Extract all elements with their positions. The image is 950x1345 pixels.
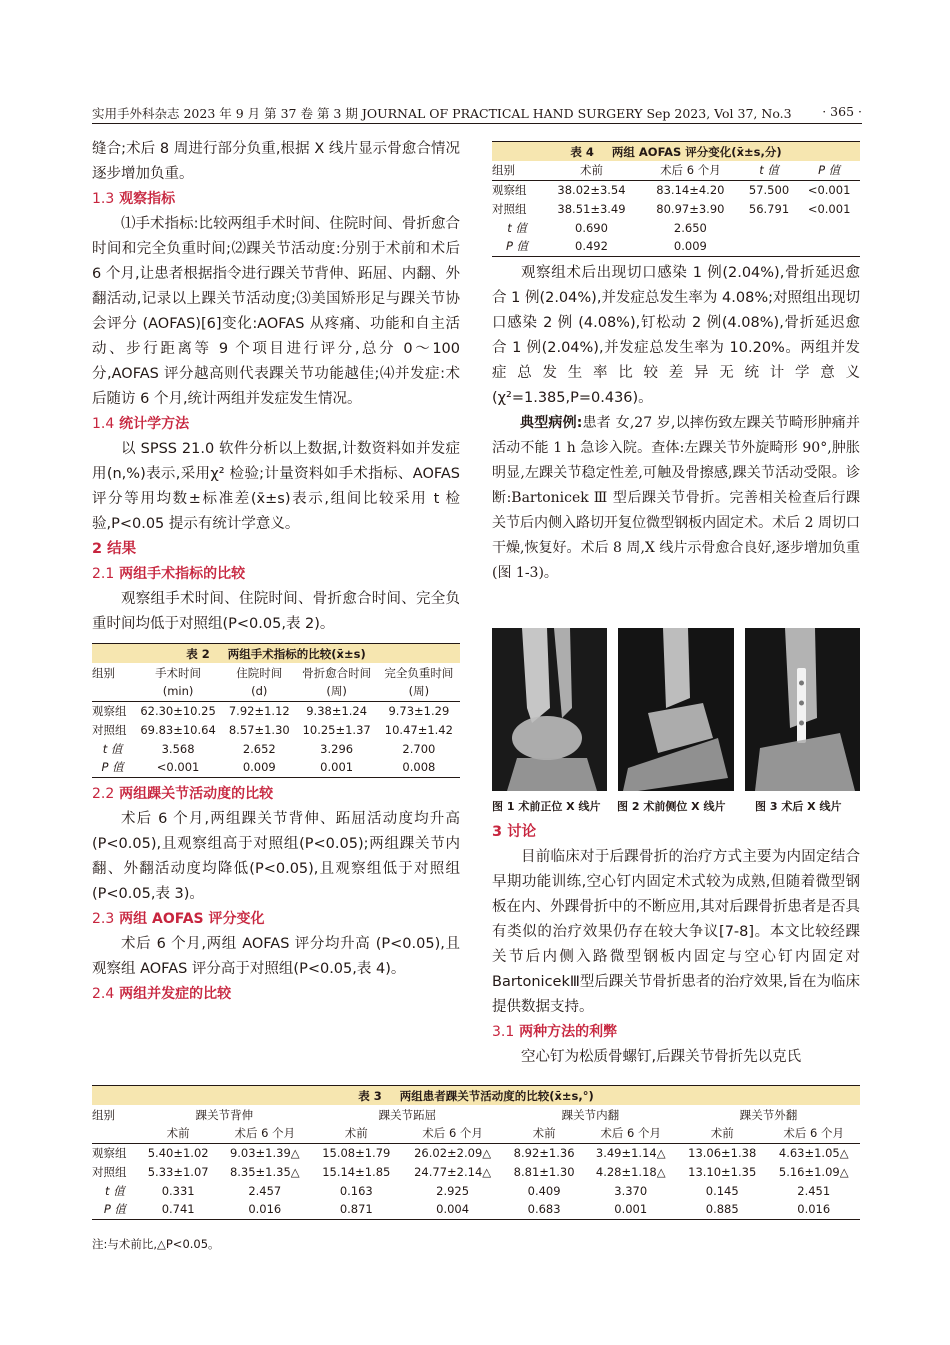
paragraph: 术后 6 个月,两组踝关节背伸、跖屈活动度均升高(P<0.05),且观察组高于对照组(P<0.05);两组踝关节内翻、外翻活动度均降低(P<0.05),且观察组低于对照组(P<0.05,表 3)。 [92, 810, 460, 902]
table-4: 表 4 两组 AOFAS 评分变化(x̄±s,分) 组别 术前 术后 6 个月 t 值 P 值 观察组 38.02±3.54 83.14±4.20 57.500 <0.001 对照组 38.51±3.49 80.97±3.90 56.791 <0.001 t 值 0.690 2.650 P 值 0.492 0.009 [492, 141, 860, 257]
table-2: 表 2 两组手术指标的比较(x̄±s) 组别 手术时间 住院时间 骨折愈合时间 完全负重时间 (min) (d) (周) (周) 观察组 62.30±10.25 7.92±1.12 9.38±1.24 9.73±1.29 对照组 69.83±10.64 8.57±1.30 10.25±1.37 10.47±1.42 t 值 3.568 2.652 3.296 2.700 P 值 <0.001 0.009 0.001 0.008 [92, 643, 460, 778]
figure-1-xray-ap [492, 628, 607, 791]
case-paragraph: 典型病例:患者 女,27 岁,以摔伤致左踝关节畸形肿痛并活动不能 1 h 急诊入院。查体:左踝关节外旋畸形 90°,肿胀明显,左踝关节稳定性差,可触及骨擦感,踝关节活动受限。诊断:Bartonicek Ⅲ 型后踝关节骨折。完善相关检查后行踝关节后内侧入路切开复位微型钢板内固定术。术后 2 周切口干燥,恢复好。术后 8 周,X 线片示骨愈合良好,逐步增加负重(图 1-3)。 [492, 414, 860, 581]
paragraph: 空心钉为松质骨螺钉,后踝关节骨折先以克氏 [521, 1049, 802, 1065]
table-row: 观察组 38.02±3.54 83.14±4.20 57.500 <0.001 [492, 182, 851, 197]
section-heading-1-3: 1.3 观察指标 [92, 191, 176, 207]
figure-2-caption: 图 2 术前侧位 X 线片 [617, 800, 726, 813]
paragraph: 术后 6 个月,两组 AOFAS 评分均升高 (P<0.05),且观察组 AOFAS 评分高于对照组(P<0.05,表 4)。 [92, 935, 460, 977]
paragraph: 观察组手术时间、住院时间、骨折愈合时间、完全负重时间均低于对照组(P<0.05,表 2)。 [92, 591, 460, 632]
figure-1-caption: 图 1 术前正位 X 线片 [492, 800, 601, 813]
table-caption: 表 3 两组患者踝关节活动度的比较(x̄±s,°) [92, 1085, 860, 1105]
table-3-note: 注:与术前比,△P<0.05。 [92, 1237, 220, 1251]
section-heading-2-4: 2.4 两组并发症的比较 [92, 985, 232, 1002]
table-row: 对照组 69.83±10.64 8.57±1.30 10.25±1.37 10.47±1.42 [92, 722, 453, 737]
right-column-lower [492, 820, 860, 1070]
paragraph: 目前临床对于后踝骨折的治疗方式主要为内固定结合早期功能训练,空心钉内固定术式较为成熟,但随着微型钢板在内、外踝骨折中的不断应用,其对后踝骨折患者是否具有类似的治疗效果仍存在较大争议[7-8]。本文比较经踝关节后内侧入路微型钢板内固定与空心钉内固定对 BartonicekⅢ型后踝关节骨折患者的治疗效果,旨在为临床提供数据支持。 [492, 849, 860, 1015]
table-row: P 值 0.741 0.016 0.871 0.004 0.683 0.001 0.885 0.016 [92, 1200, 860, 1219]
section-heading-3: 3 讨论 [492, 824, 537, 840]
table-row: 对照组 38.51±3.49 80.97±3.90 56.791 <0.001 [492, 201, 851, 216]
section-heading-2: 2 结果 [92, 541, 137, 557]
table-3: 表 3 两组患者踝关节活动度的比较(x̄±s,°) 组别 踝关节背伸 踝关节跖屈 踝关节内翻 踝关节外翻 术前 术后 6 个月 术前 术后 6 个月 术前 术后 6 个月 术前 术后 6 个月 观察组 5.40±1.02 9.03±1.39△ 15.08±1.79 26.02±2.09△ 8.92±1.36 3.49±1.14△ 13.06±1.38 4.63±1.05△ 对照组 5.33±1.07 8.35±1.35△ 15.14±1.85 24.77±2.14△ 8.81±1.30 4.28±1.18△ 13.10±1.35 5.16±1.09△ t 值 0.331 2.457 0.163 2.925 0.409 3.370 0.145 2.451 P 值 0.741 0.016 0.871 0.004 0.683 0.001 0.885 0.016 [92, 1085, 860, 1220]
section-heading-1-4: 1.4 统计学方法 [92, 416, 190, 432]
paragraph: 缝合;术后 8 周进行部分负重,根据 X 线片显示骨愈合情况逐步增加负重。 [92, 141, 460, 182]
table-row: t 值 0.690 2.650 [507, 220, 707, 235]
running-header [92, 104, 862, 124]
table-row: 观察组 5.40±1.02 9.03±1.39△ 15.08±1.79 26.02±2.09△ 8.92±1.36 3.49±1.14△ 13.06±1.38 4.63±1.05△ [92, 1145, 849, 1160]
paragraph: 以 SPSS 21.0 软件分析以上数据,计数资料如并发症用(n,%)表示,采用χ² 检验;计量资料如手术指标、AOFAS 评分等用均数±标准差(x̄±s)表示,组间比较采用 t 检验,P<0.05 提示有统计学意义。 [92, 441, 460, 532]
table-caption: 表 4 两组 AOFAS 评分变化(x̄±s,分) [492, 141, 860, 161]
table-caption: 表 2 两组手术指标的比较(x̄±s) [92, 643, 460, 663]
table-row: t 值 3.568 2.652 3.296 2.700 [102, 741, 436, 756]
page-number: · 365 · [822, 104, 862, 119]
section-heading-2-1: 2.1 两组手术指标的比较 [92, 566, 246, 582]
left-column [92, 137, 460, 1007]
paragraph: ⑴手术指标:比较两组手术时间、住院时间、骨折愈合时间和完全负重时间;⑵踝关节活动度:分别于术前和术后 6 个月,让患者根据指令进行踝关节背伸、跖屈、内翻、外翻活动,记录以上踝关节活动度;⑶美国矫形足与踝关节协会评分 (AOFAS)[6]变化:AOFAS 从疼痛、功能和自主活动、步行距离等 9 个项目进行评分,总分 0～100 分,AOFAS 评分越高则代表踝关节功能越佳;⑷并发症:术后随访 6 个月,统计两组并发症发生情况。 [92, 216, 460, 407]
section-heading-3-1: 3.1 两种方法的利弊 [492, 1024, 618, 1040]
figure-3-caption: 图 3 术后 X 线片 [755, 800, 842, 813]
journal-info: 实用手外科杂志 2023 年 9 月 第 37 卷 第 3 期 JOURNAL OF PRACTICAL HAND SURGERY Sep 2023, Vol 37, No.3 [92, 106, 792, 121]
figure-3-xray-postop [745, 628, 860, 791]
table-row: P 值 0.492 0.009 [492, 237, 860, 256]
paragraph: 观察组术后出现切口感染 1 例(2.04%),骨折延迟愈合 1 例(2.04%),并发症总发生率为 4.08%;对照组出现切口感染 2 例 (4.08%),钉松动 2 例(4.08%),骨折延迟愈合 1 例(2.04%),并发症总发生率为 10.20%。两组并发症总发生率比较差异无统计学意义(χ²=1.385,P=0.436)。 [492, 264, 860, 406]
table-row: t 值 0.331 2.457 0.163 2.925 0.409 3.370 0.145 2.451 [105, 1183, 831, 1198]
right-column [492, 141, 860, 586]
figure-2-xray-lateral [618, 628, 734, 791]
table-row: 对照组 5.33±1.07 8.35±1.35△ 15.14±1.85 24.77±2.14△ 8.81±1.30 4.28±1.18△ 13.10±1.35 5.16±1.09△ [92, 1164, 849, 1179]
section-heading-2-2: 2.2 两组踝关节活动度的比较 [92, 785, 274, 802]
section-heading-2-3: 2.3 两组 AOFAS 评分变化 [92, 910, 265, 927]
table-row: P 值 <0.001 0.009 0.001 0.008 [92, 758, 460, 777]
table-row: 观察组 62.30±10.25 7.92±1.12 9.38±1.24 9.73±1.29 [92, 703, 450, 718]
